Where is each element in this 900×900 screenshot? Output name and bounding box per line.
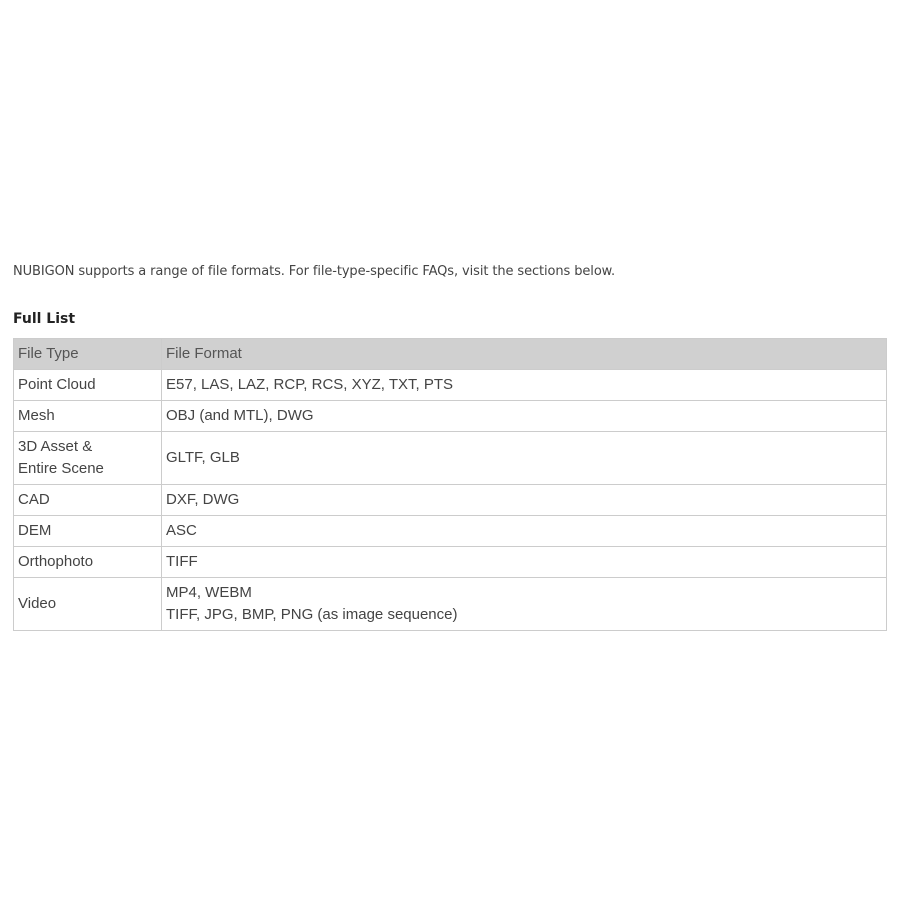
header-file-type: File Type	[14, 339, 162, 370]
file-type-text: 3D Asset &	[18, 438, 93, 455]
file-type-text: CAD	[18, 491, 50, 508]
file-type-text: Entire Scene	[18, 460, 104, 477]
file-type-text: Point Cloud	[18, 376, 96, 393]
file-type-cell	[14, 432, 162, 485]
file-format-cell	[162, 547, 887, 578]
table-row	[14, 370, 887, 401]
file-type-text: Video	[18, 595, 57, 612]
file-type-cell	[14, 578, 162, 631]
file-format-text: ASC	[166, 522, 197, 539]
table-row	[14, 485, 887, 516]
file-format-text: TIFF, JPG, BMP, PNG (as image sequence)	[166, 606, 458, 623]
file-formats-table	[13, 338, 887, 631]
file-format-cell	[162, 485, 887, 516]
table-row	[14, 401, 887, 432]
file-type-text: DEM	[18, 522, 52, 539]
table-header-row	[14, 339, 887, 370]
file-format-cell	[162, 516, 887, 547]
file-format-text: MP4, WEBM	[166, 584, 252, 601]
file-type-cell	[14, 485, 162, 516]
section-heading-full-list: Full List	[13, 311, 76, 327]
table-row	[14, 516, 887, 547]
file-format-text: DXF, DWG	[166, 491, 240, 508]
intro-text: NUBIGON supports a range of file formats. For file-type-specific FAQs, visit the sections below.	[13, 264, 616, 279]
file-type-cell	[14, 516, 162, 547]
file-type-cell	[14, 370, 162, 401]
table-row	[14, 547, 887, 578]
file-type-cell	[14, 547, 162, 578]
file-format-text: TIFF	[166, 553, 198, 570]
file-type-text: Mesh	[18, 407, 55, 424]
file-format-cell	[162, 432, 887, 485]
file-format-cell	[162, 401, 887, 432]
file-format-text: GLTF, GLB	[166, 449, 240, 466]
page-content	[13, 262, 887, 631]
file-format-text: E57, LAS, LAZ, RCP, RCS, XYZ, TXT, PTS	[166, 376, 454, 393]
file-type-text: Orthophoto	[18, 553, 94, 570]
table-row	[14, 578, 887, 631]
file-format-cell	[162, 578, 887, 631]
file-type-cell	[14, 401, 162, 432]
file-format-cell	[162, 370, 887, 401]
header-file-format: File Format	[162, 339, 887, 370]
file-format-text: OBJ (and MTL), DWG	[166, 407, 314, 424]
table-row	[14, 432, 887, 485]
